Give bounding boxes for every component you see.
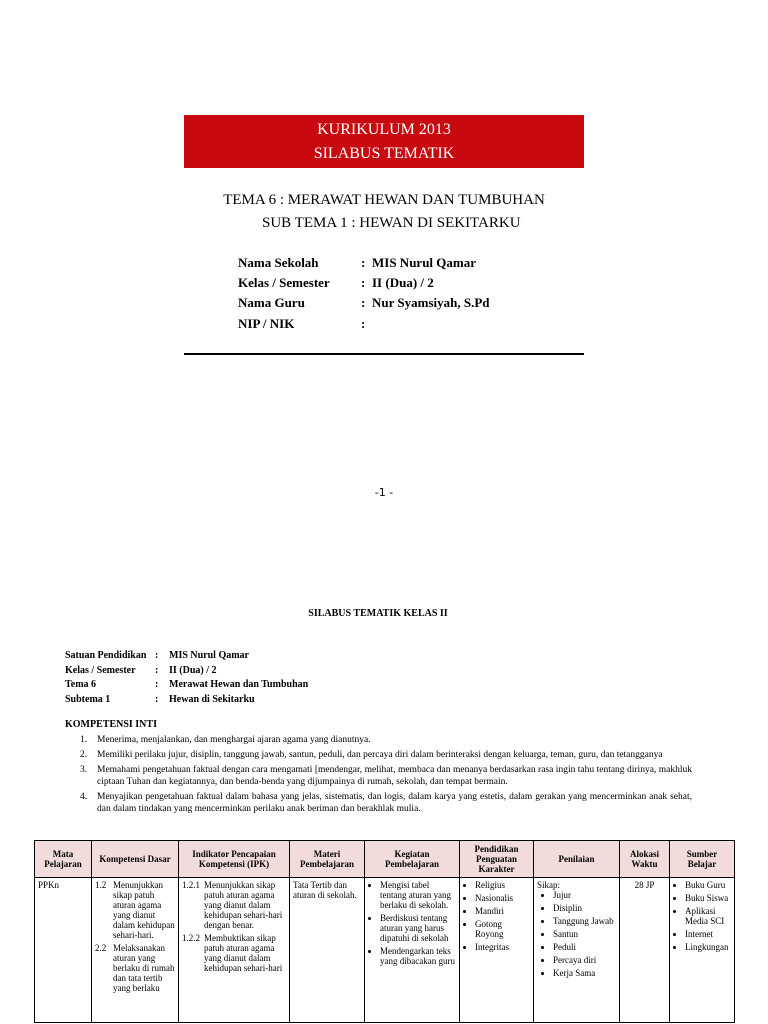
item-number: 3. bbox=[80, 765, 88, 775]
tema-heading: TEMA 6 : MERAWAT HEWAN DAN TUMBUHAN bbox=[223, 192, 545, 208]
list-item bbox=[80, 791, 692, 815]
kd-item bbox=[95, 943, 175, 993]
col-header-ppk: Pendidikan Penguatan Karakter bbox=[460, 841, 534, 878]
list-item: • Mengisi tabel tentang aturan yang berlaku di sekolah. bbox=[380, 880, 456, 910]
list-item: • Percaya diri bbox=[553, 955, 616, 965]
col-header-sumber: Sumber Belajar bbox=[670, 841, 735, 878]
ipk-item bbox=[182, 933, 286, 973]
list-item: • Buku Guru bbox=[685, 880, 731, 890]
info-label: Kelas / Semester bbox=[238, 275, 330, 290]
cell-kd bbox=[92, 878, 179, 1023]
info-colon: : bbox=[361, 275, 366, 290]
info-value: II (Dua) / 2 bbox=[372, 275, 434, 290]
list-item: • Kerja Sama bbox=[553, 968, 616, 978]
ppk-list bbox=[463, 880, 530, 952]
meta-label: Kelas / Semester bbox=[65, 665, 136, 676]
divider-line bbox=[184, 353, 584, 355]
meta-colon: : bbox=[155, 679, 159, 690]
meta-value: Hewan di Sekitarku bbox=[169, 694, 255, 705]
kegiatan-list bbox=[368, 880, 456, 966]
sumber-list bbox=[673, 880, 731, 952]
col-header-penilaian: Penilaian bbox=[534, 841, 620, 878]
kompetensi-inti-list bbox=[80, 734, 692, 818]
syllabus-table bbox=[34, 840, 735, 1023]
list-item bbox=[80, 764, 692, 788]
penilaian-label: Sikap: bbox=[537, 880, 561, 890]
item-text: Menerima, menjalankan, dan menghargai ajaran agama yang dianutnya. bbox=[97, 735, 371, 745]
meta-colon: : bbox=[155, 650, 159, 661]
list-item: • Nasionalis bbox=[475, 893, 530, 903]
kd-text: Melaksanakan aturan yang berlaku di rumah dan tata tertib yang berlaku bbox=[113, 943, 175, 993]
banner-line-2: SILABUS TEMATIK bbox=[313, 145, 455, 162]
meta-value: MIS Nurul Qamar bbox=[169, 650, 249, 661]
item-text: Menyajikan pengetahuan faktual dalam bahasa yang jelas, sistematis, dan logis, dalam karya yang estetis, dalam gerakan yang mencerminkan anak sehat, dan dalam tindakan yang mencerminkan perilaku anak beriman dan berakhlak mulia. bbox=[97, 792, 692, 814]
cell-kegiatan bbox=[365, 878, 460, 1023]
meta-colon: : bbox=[155, 665, 159, 676]
list-item: • Gotong Royong bbox=[475, 919, 530, 939]
list-item: • Integritas bbox=[475, 942, 530, 952]
cell-materi: Tata Tertib dan aturan di sekolah. bbox=[290, 878, 365, 1023]
info-colon: : bbox=[361, 316, 366, 331]
cell-alokasi: 28 JP bbox=[620, 878, 670, 1023]
item-number: 1. bbox=[80, 735, 88, 745]
kd-text: Menunjukkan sikap patuh aturan agama yang dianut dalam kehidupan sehari-hari. bbox=[113, 880, 175, 940]
cell-ipk bbox=[179, 878, 290, 1023]
list-item: • Internet bbox=[685, 929, 731, 939]
ipk-number: 1.2.2 bbox=[182, 933, 200, 943]
meta-colon: : bbox=[155, 694, 159, 705]
title-banner bbox=[184, 115, 584, 168]
info-label: Nama Sekolah bbox=[238, 255, 319, 270]
list-item: • Jujur bbox=[553, 890, 616, 900]
item-text: Memahami pengetahuan faktual dengan cara mengamati [mendengar, melihat, membaca dan menanya berdasarkan rasa ingin tahu tentang dirinya, makhluk ciptaan Tuhan dan kegiatannya, dan benda-benda yang dijumpainya di rumah, sekolah, dan tempat bermain. bbox=[97, 765, 692, 787]
item-number: 2. bbox=[80, 750, 88, 760]
meta-label: Satuan Pendidikan bbox=[65, 650, 147, 661]
col-header-kd: Kompetensi Dasar bbox=[92, 841, 179, 878]
ipk-text: Membuktikan sikap patuh aturan agama yang dianut dalam kehidupan sehari-hari bbox=[204, 933, 283, 973]
kompetensi-inti-heading: KOMPETENSI INTI bbox=[65, 719, 157, 730]
ipk-number: 1.2.1 bbox=[182, 880, 200, 890]
kd-item bbox=[95, 880, 175, 940]
list-item bbox=[80, 734, 692, 746]
subtema-heading: SUB TEMA 1 : HEWAN DI SEKITARKU bbox=[262, 215, 521, 231]
col-header-kegiatan: Kegiatan Pembelajaran bbox=[365, 841, 460, 878]
page-number: -1 - bbox=[374, 486, 394, 499]
cell-sumber bbox=[670, 878, 735, 1023]
banner-line-1: KURIKULUM 2013 bbox=[317, 121, 451, 138]
item-number: 4. bbox=[80, 792, 88, 802]
meta-value: II (Dua) / 2 bbox=[169, 665, 217, 676]
cell-mapel: PPKn bbox=[35, 878, 92, 1023]
list-item: • Tanggung Jawab bbox=[553, 916, 616, 926]
col-header-alokasi: Alokasi Waktu bbox=[620, 841, 670, 878]
table-header-row bbox=[35, 841, 735, 878]
list-item: • Santun bbox=[553, 929, 616, 939]
col-header-ipk: Indikator Pencapaian Kompetensi (IPK) bbox=[179, 841, 290, 878]
ipk-item bbox=[182, 880, 286, 930]
list-item: • Aplikasi Media SCI bbox=[685, 906, 731, 926]
kd-number: 2.2 bbox=[95, 943, 107, 953]
list-item: • Mendengarkan teks yang dibacakan guru bbox=[380, 946, 456, 966]
list-item: • Disiplin bbox=[553, 903, 616, 913]
list-item: • Buku Siswa bbox=[685, 893, 731, 903]
list-item bbox=[80, 749, 692, 761]
meta-label: Tema 6 bbox=[65, 679, 97, 690]
info-label: NIP / NIK bbox=[238, 316, 295, 331]
cell-ppk bbox=[460, 878, 534, 1023]
meta-value: Merawat Hewan dan Tumbuhan bbox=[169, 679, 309, 690]
info-colon: : bbox=[361, 255, 366, 270]
table-row bbox=[35, 878, 735, 1023]
list-item: • Mandiri bbox=[475, 906, 530, 916]
list-item: • Berdiskusi tentang aturan yang harus dipatuhi di sekolah bbox=[380, 913, 456, 943]
list-item: • Peduli bbox=[553, 942, 616, 952]
cell-penilaian bbox=[534, 878, 620, 1023]
col-header-mapel: Mata Pelajaran bbox=[35, 841, 92, 878]
syllabus-title: SILABUS TEMATIK KELAS II bbox=[308, 608, 448, 619]
info-value: Nur Syamsiyah, S.Pd bbox=[372, 295, 490, 310]
meta-label: Subtema 1 bbox=[65, 694, 111, 705]
item-text: Memiliki perilaku jujur, disiplin, tanggung jawab, santun, peduli, dan percaya diri dalam berinteraksi dengan keluarga, teman, guru, dan tetangganya bbox=[97, 750, 663, 760]
info-colon: : bbox=[361, 295, 366, 310]
penilaian-list bbox=[537, 890, 616, 978]
col-header-materi: Materi Pembelajaran bbox=[290, 841, 365, 878]
kd-number: 1.2 bbox=[95, 880, 107, 890]
info-label: Nama Guru bbox=[238, 295, 305, 310]
ipk-text: Menunjukkan sikap patuh aturan agama yang dianut dalam kehidupan sehari-hari dengan benar. bbox=[204, 880, 283, 930]
list-item: • Lingkungan bbox=[685, 942, 731, 952]
info-value: MIS Nurul Qamar bbox=[372, 255, 476, 270]
list-item: • Religius bbox=[475, 880, 530, 890]
